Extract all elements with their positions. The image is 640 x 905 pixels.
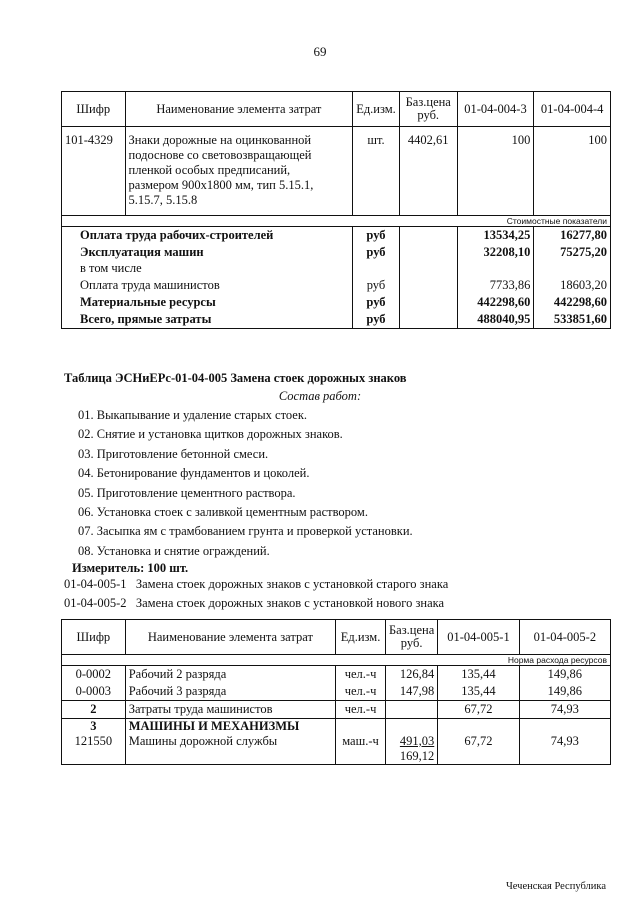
subheader-label: Норма расхода ресурсов bbox=[62, 655, 611, 666]
row-code: 0-0002 bbox=[62, 666, 126, 684]
header-col-a: 01-04-004-3 bbox=[457, 92, 534, 127]
row-code: 0-0003 bbox=[62, 683, 126, 701]
item-name-line: 5.15.7, 5.15.8 bbox=[128, 193, 198, 207]
header-col-b: 01-04-005-2 bbox=[519, 620, 610, 655]
cost-unit: руб bbox=[353, 311, 400, 328]
subheader-row bbox=[62, 655, 611, 666]
price-line1: 491,03 bbox=[399, 734, 435, 748]
section-name: МАШИНЫ И МЕХАНИЗМЫ bbox=[125, 719, 335, 735]
table-row bbox=[62, 311, 611, 328]
cost-price bbox=[399, 277, 457, 294]
row-unit: чел.-ч bbox=[336, 666, 386, 684]
cost-price bbox=[399, 227, 457, 244]
cost-col-b: 533851,60 bbox=[534, 311, 611, 328]
item-name bbox=[125, 127, 353, 216]
table-row bbox=[62, 127, 611, 216]
cost-col-b bbox=[534, 261, 611, 278]
cost-name: Всего, прямые затраты bbox=[62, 311, 353, 328]
list-item: 03. Приготовление бетонной смеси. bbox=[78, 446, 269, 461]
row-name: Машины дорожной службы bbox=[125, 734, 335, 765]
row-col-a: 67,72 bbox=[438, 734, 519, 765]
header-col-a: 01-04-005-1 bbox=[438, 620, 519, 655]
row-name: Рабочий 3 разряда bbox=[125, 683, 335, 701]
row-price: 126,84 bbox=[386, 666, 438, 684]
cost-name: Оплата труда машинистов bbox=[62, 277, 353, 294]
cost-unit: руб bbox=[353, 244, 400, 261]
header-code: Шифр bbox=[62, 620, 126, 655]
table-row bbox=[62, 683, 611, 701]
table-row bbox=[62, 277, 611, 294]
price-line2: 169,12 bbox=[399, 749, 435, 763]
footer-region: Чеченская Республика bbox=[505, 881, 606, 892]
row-name: Затраты труда машинистов bbox=[125, 701, 335, 719]
header-name: Наименование элемента затрат bbox=[125, 92, 353, 127]
list-item: 05. Приготовление цементного раствора. bbox=[78, 485, 296, 500]
row-price bbox=[386, 734, 438, 765]
list-item: 08. Установка и снятие ограждений. bbox=[78, 543, 270, 558]
row-col-a: 135,44 bbox=[438, 666, 519, 684]
header-base-price bbox=[386, 620, 438, 655]
table-row bbox=[62, 294, 611, 311]
cost-col-b: 16277,80 bbox=[534, 227, 611, 244]
row-col-a: 67,72 bbox=[438, 701, 519, 719]
list-item: 07. Засыпка ям с трамбованием грунта и проверкой установки. bbox=[78, 524, 413, 539]
cost-unit: руб bbox=[353, 294, 400, 311]
row-unit: чел.-ч bbox=[336, 701, 386, 719]
cost-unit bbox=[353, 261, 400, 278]
item-name-line: подоснове со световозвращающей bbox=[128, 148, 312, 162]
cost-price bbox=[399, 261, 457, 278]
item-code: 101-4329 bbox=[62, 127, 126, 216]
row-unit: маш.-ч bbox=[336, 734, 386, 765]
header-code: Шифр bbox=[62, 92, 126, 127]
cost-col-a: 7733,86 bbox=[457, 277, 534, 294]
cost-unit: руб bbox=[353, 277, 400, 294]
row-col-b: 74,93 bbox=[519, 701, 610, 719]
subheader-label: Стоимостные показатели bbox=[62, 216, 611, 227]
row-col-b: 149,86 bbox=[519, 666, 610, 684]
header-base-price bbox=[399, 92, 457, 127]
table-header-row bbox=[62, 620, 611, 655]
row-col-b: 149,86 bbox=[519, 683, 610, 701]
header-base-price-line1: Баз.цена bbox=[389, 623, 435, 637]
page-number: 69 bbox=[313, 44, 327, 59]
item-unit: шт. bbox=[353, 127, 400, 216]
header-col-b: 01-04-004-4 bbox=[534, 92, 611, 127]
header-unit: Ед.изм. bbox=[336, 620, 386, 655]
cost-col-b: 75275,20 bbox=[534, 244, 611, 261]
list-item: 06. Установка стоек с заливкой цементным раствором. bbox=[78, 505, 368, 520]
composition-title: Состав работ: bbox=[278, 389, 362, 403]
row-price: 147,98 bbox=[386, 683, 438, 701]
section-row bbox=[62, 719, 611, 735]
row-col-b: 74,93 bbox=[519, 734, 610, 765]
cost-price bbox=[399, 244, 457, 261]
subheader-row bbox=[62, 216, 611, 227]
list-item: 01-04-005-2 Замена стоек дорожных знаков с установкой нового знака bbox=[64, 596, 445, 610]
cost-col-a: 13534,25 bbox=[457, 227, 534, 244]
cost-col-b: 442298,60 bbox=[534, 294, 611, 311]
header-base-price-line1: Баз.цена bbox=[405, 95, 451, 109]
row-price bbox=[386, 701, 438, 719]
section-code: 3 bbox=[62, 719, 126, 735]
cost-price bbox=[399, 294, 457, 311]
header-base-price-line2: руб. bbox=[417, 108, 440, 122]
item-name-line: размером 900х1800 мм, тип 5.15.1, bbox=[128, 178, 314, 192]
variants-list bbox=[64, 575, 448, 613]
header-base-price-line2: руб. bbox=[400, 636, 423, 650]
item-price: 4402,61 bbox=[399, 127, 457, 216]
cost-name: Эксплуатация машин bbox=[62, 244, 353, 261]
table-title: Таблица ЭСНиЕРс-01-04-005 Замена стоек дорожных знаков bbox=[64, 371, 407, 385]
cost-col-a: 488040,95 bbox=[457, 311, 534, 328]
item-name-line: пленкой особых предписаний, bbox=[128, 163, 291, 177]
cost-name: Материальные ресурсы bbox=[62, 294, 353, 311]
cost-name: Оплата труда рабочих-строителей bbox=[62, 227, 353, 244]
cost-col-a bbox=[457, 261, 534, 278]
table-header-row bbox=[62, 92, 611, 127]
item-col-a: 100 bbox=[457, 127, 534, 216]
item-col-b: 100 bbox=[534, 127, 611, 216]
cost-price bbox=[399, 311, 457, 328]
table-row bbox=[62, 244, 611, 261]
row-code: 2 bbox=[62, 701, 126, 719]
table-row bbox=[62, 261, 611, 278]
measure-unit: Измеритель: 100 шт. bbox=[72, 561, 189, 575]
item-name-line: Знаки дорожные на оцинкованной bbox=[128, 133, 312, 147]
cost-unit: руб bbox=[353, 227, 400, 244]
header-name: Наименование элемента затрат bbox=[125, 620, 335, 655]
header-unit: Ед.изм. bbox=[353, 92, 400, 127]
list-item: 02. Снятие и установка щитков дорожных знаков. bbox=[78, 427, 343, 442]
row-code: 121550 bbox=[62, 734, 126, 765]
cost-name: в том числе bbox=[62, 261, 353, 278]
row-col-a: 135,44 bbox=[438, 683, 519, 701]
resource-cost-table-004 bbox=[61, 91, 611, 329]
row-name: Рабочий 2 разряда bbox=[125, 666, 335, 684]
cost-col-a: 442298,60 bbox=[457, 294, 534, 311]
table-row bbox=[62, 666, 611, 684]
list-item: 01-04-005-1 Замена стоек дорожных знаков с установкой старого знака bbox=[64, 577, 449, 591]
operations-list bbox=[78, 406, 413, 561]
cost-col-b: 18603,20 bbox=[534, 277, 611, 294]
list-item: 04. Бетонирование фундаментов и цоколей. bbox=[78, 466, 310, 481]
table-row bbox=[62, 734, 611, 765]
row-unit: чел.-ч bbox=[336, 683, 386, 701]
table-row bbox=[62, 701, 611, 719]
cost-col-a: 32208,10 bbox=[457, 244, 534, 261]
list-item: 01. Выкапывание и удаление старых стоек. bbox=[78, 408, 308, 422]
table-row bbox=[62, 227, 611, 244]
resource-norm-table-005 bbox=[61, 619, 611, 765]
